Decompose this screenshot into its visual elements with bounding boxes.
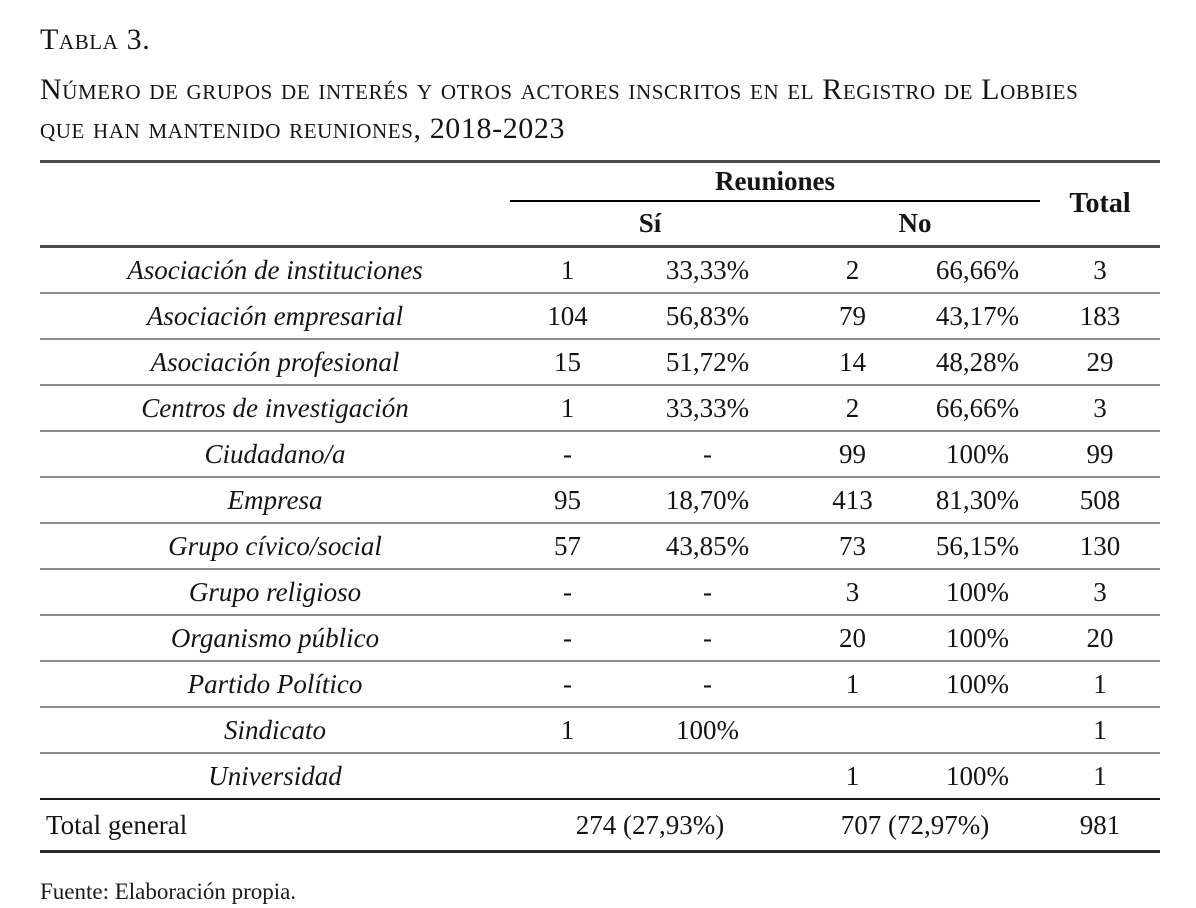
row-label-cell: Empresa [40,477,510,523]
total-cell: 130 [1040,523,1160,569]
row-label-cell: Grupo cívico/social [40,523,510,569]
row-label-cell: Grupo religioso [40,569,510,615]
table-row [40,615,1160,661]
table-row [40,523,1160,569]
si-pct-cell: - [625,661,790,707]
si-count-cell: - [510,661,625,707]
no-pct-cell: 66,66% [915,247,1040,294]
table-row [40,707,1160,753]
si-count-cell: 1 [510,385,625,431]
no-count-cell: 20 [790,615,915,661]
no-count-cell: 413 [790,477,915,523]
si-pct-cell: 51,72% [625,339,790,385]
si-count-cell: - [510,615,625,661]
table-title-line-2: que han mantenido reuniones, 2018-2023 [40,112,566,145]
si-count-cell: - [510,569,625,615]
no-count-cell: 1 [790,661,915,707]
si-pct-cell: 18,70% [625,477,790,523]
table-row [40,569,1160,615]
total-cell: 508 [1040,477,1160,523]
total-cell: 1 [1040,661,1160,707]
total-cell: 3 [1040,247,1160,294]
si-count-cell: - [510,431,625,477]
source-note: Fuente: Elaboración propia. [40,879,297,904]
si-pct-cell: 33,33% [625,385,790,431]
si-pct-cell [625,753,790,799]
header-no: No [898,208,932,238]
no-count-cell: 1 [790,753,915,799]
table-row [40,293,1160,339]
row-label-cell: Universidad [40,753,510,799]
header-reuniones: Reuniones [510,162,1040,202]
total-cell: 20 [1040,615,1160,661]
total-grand-cell: 981 [1040,799,1160,852]
total-row [40,799,1160,852]
no-pct-cell: 100% [915,753,1040,799]
total-cell: 1 [1040,707,1160,753]
si-count-cell: 1 [510,247,625,294]
table-row [40,661,1160,707]
no-pct-cell: 48,28% [915,339,1040,385]
no-count-cell: 79 [790,293,915,339]
no-count-cell: 3 [790,569,915,615]
si-pct-cell: - [625,569,790,615]
table-row [40,339,1160,385]
si-count-cell [510,753,625,799]
total-row-label: Total general [40,799,510,852]
no-count-cell: 2 [790,385,915,431]
total-cell: 183 [1040,293,1160,339]
si-pct-cell: - [625,615,790,661]
si-count-cell: 15 [510,339,625,385]
no-count-cell [790,707,915,753]
no-count-cell: 99 [790,431,915,477]
header-corner-cell [40,162,510,247]
row-label-cell: Asociación de instituciones [40,247,510,294]
si-pct-cell: 100% [625,707,790,753]
total-cell: 3 [1040,385,1160,431]
si-count-cell: 57 [510,523,625,569]
table-row [40,247,1160,294]
no-pct-cell: 66,66% [915,385,1040,431]
table-header [40,162,1160,247]
table-title-line-1: Número de grupos de interés y otros actores inscritos en el Registro de Lobbies [40,73,1079,106]
table-row [40,431,1160,477]
total-no-cell: 707 (72,97%) [790,799,1040,852]
table-row [40,753,1160,799]
total-cell: 3 [1040,569,1160,615]
header-total: Total [1069,188,1131,219]
no-pct-cell: 100% [915,569,1040,615]
row-label-cell: Ciudadano/a [40,431,510,477]
no-pct-cell: 100% [915,615,1040,661]
row-label-cell: Organismo público [40,615,510,661]
table-row [40,477,1160,523]
no-count-cell: 14 [790,339,915,385]
si-pct-cell: - [625,431,790,477]
si-pct-cell: 33,33% [625,247,790,294]
total-si-cell: 274 (27,93%) [510,799,790,852]
no-pct-cell [915,707,1040,753]
table-body [40,247,1160,800]
row-label-cell: Asociación profesional [40,339,510,385]
table-footer [40,799,1160,852]
row-label-cell: Sindicato [40,707,510,753]
si-count-cell: 104 [510,293,625,339]
header-si: Sí [638,208,662,238]
no-pct-cell: 81,30% [915,477,1040,523]
total-cell: 1 [1040,753,1160,799]
no-pct-cell: 43,17% [915,293,1040,339]
no-count-cell: 73 [790,523,915,569]
table-row [40,385,1160,431]
header-row-group [40,162,1160,202]
si-count-cell: 1 [510,707,625,753]
table-caption [40,20,1160,148]
si-pct-cell: 43,85% [625,523,790,569]
no-count-cell: 2 [790,247,915,294]
row-label-cell: Partido Político [40,661,510,707]
row-label-cell: Asociación empresarial [40,293,510,339]
si-pct-cell: 56,83% [625,293,790,339]
total-cell: 29 [1040,339,1160,385]
total-cell: 99 [1040,431,1160,477]
data-table [40,160,1160,853]
no-pct-cell: 100% [915,661,1040,707]
row-label-cell: Centros de investigación [40,385,510,431]
no-pct-cell: 100% [915,431,1040,477]
table-number-label: Tabla 3. [40,23,151,56]
si-count-cell: 95 [510,477,625,523]
no-pct-cell: 56,15% [915,523,1040,569]
